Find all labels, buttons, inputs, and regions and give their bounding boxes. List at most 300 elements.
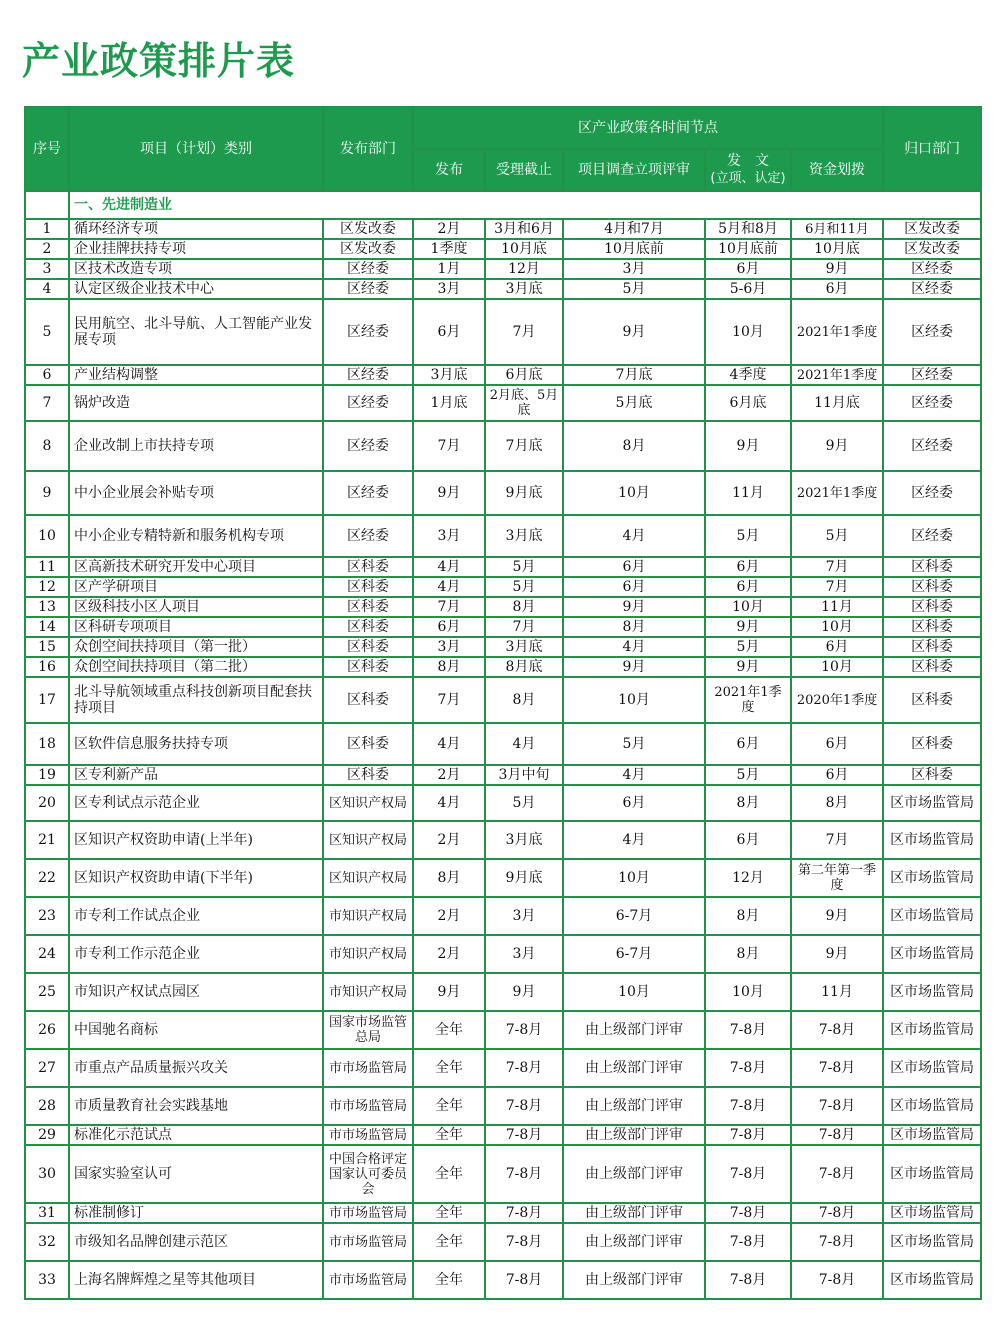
table-row <box>25 657 981 677</box>
release-cell: 1月 <box>413 259 485 279</box>
funding-cell: 2021年1季度 <box>791 365 883 385</box>
funding-cell: 9月 <box>791 897 883 935</box>
doc-cell: 10月 <box>705 973 791 1011</box>
funding-cell: 7-8月 <box>791 1145 883 1203</box>
seq-cell: 12 <box>25 577 69 597</box>
funding-cell: 6月 <box>791 765 883 785</box>
dept-cell: 区经委 <box>323 299 413 365</box>
owner-cell: 区市场监管局 <box>883 1223 981 1261</box>
deadline-cell: 7-8月 <box>485 1223 563 1261</box>
seq-cell: 28 <box>25 1087 69 1125</box>
seq-cell: 1 <box>25 219 69 239</box>
dept-cell: 区科委 <box>323 637 413 657</box>
table-row <box>25 557 981 577</box>
dept-cell: 区科委 <box>323 597 413 617</box>
doc-cell: 5-6月 <box>705 279 791 299</box>
deadline-cell: 9月 <box>485 973 563 1011</box>
dept-cell: 区科委 <box>323 657 413 677</box>
review-cell: 4月 <box>563 515 705 557</box>
funding-cell: 7-8月 <box>791 1011 883 1049</box>
release-cell: 9月 <box>413 471 485 515</box>
review-cell: 5月 <box>563 279 705 299</box>
funding-cell: 10月 <box>791 657 883 677</box>
dept-cell: 市市场监管局 <box>323 1203 413 1223</box>
seq-cell: 22 <box>25 859 69 897</box>
release-cell: 全年 <box>413 1011 485 1049</box>
doc-cell: 6月 <box>705 577 791 597</box>
deadline-cell: 5月 <box>485 557 563 577</box>
review-cell: 9月 <box>563 657 705 677</box>
release-cell: 全年 <box>413 1049 485 1087</box>
table-row <box>25 859 981 897</box>
funding-cell: 2021年1季度 <box>791 299 883 365</box>
header-doc-line2: (立项、认定) <box>710 171 786 186</box>
owner-cell: 区市场监管局 <box>883 1087 981 1125</box>
deadline-cell: 6月底 <box>485 365 563 385</box>
release-cell: 2月 <box>413 821 485 859</box>
deadline-cell: 7-8月 <box>485 1203 563 1223</box>
release-cell: 3月底 <box>413 365 485 385</box>
dept-cell: 市市场监管局 <box>323 1125 413 1145</box>
owner-cell: 区科委 <box>883 723 981 765</box>
release-cell: 2月 <box>413 219 485 239</box>
deadline-cell: 3月 <box>485 897 563 935</box>
owner-cell: 区市场监管局 <box>883 973 981 1011</box>
owner-cell: 区科委 <box>883 677 981 723</box>
funding-cell: 第二年第一季度 <box>791 859 883 897</box>
table-row <box>25 1087 981 1125</box>
owner-cell: 区市场监管局 <box>883 1125 981 1145</box>
funding-cell: 7-8月 <box>791 1049 883 1087</box>
deadline-cell: 3月底 <box>485 515 563 557</box>
seq-cell: 15 <box>25 637 69 657</box>
deadline-cell: 7-8月 <box>485 1087 563 1125</box>
funding-cell: 6月和11月 <box>791 219 883 239</box>
funding-cell: 2020年1季度 <box>791 677 883 723</box>
deadline-cell: 7-8月 <box>485 1011 563 1049</box>
seq-cell: 23 <box>25 897 69 935</box>
review-cell: 6月 <box>563 577 705 597</box>
header-owner: 归口部门 <box>883 107 981 191</box>
doc-cell: 9月 <box>705 617 791 637</box>
doc-cell: 7-8月 <box>705 1223 791 1261</box>
deadline-cell: 3月 <box>485 935 563 973</box>
project-cell: 区专利试点示范企业 <box>69 785 323 821</box>
release-cell: 4月 <box>413 785 485 821</box>
funding-cell: 7月 <box>791 557 883 577</box>
table-row <box>25 471 981 515</box>
funding-cell: 6月 <box>791 637 883 657</box>
seq-cell: 4 <box>25 279 69 299</box>
deadline-cell: 3月中旬 <box>485 765 563 785</box>
dept-cell: 市市场监管局 <box>323 1261 413 1299</box>
owner-cell: 区经委 <box>883 279 981 299</box>
dept-cell: 市市场监管局 <box>323 1087 413 1125</box>
table-row <box>25 1203 981 1223</box>
deadline-cell: 5月 <box>485 785 563 821</box>
project-cell: 区知识产权资助申请(上半年) <box>69 821 323 859</box>
table-row <box>25 577 981 597</box>
deadline-cell: 2月底、5月底 <box>485 385 563 421</box>
table-row <box>25 1011 981 1049</box>
doc-cell: 6月 <box>705 821 791 859</box>
project-cell: 中小企业展会补贴专项 <box>69 471 323 515</box>
release-cell: 全年 <box>413 1203 485 1223</box>
project-cell: 标准制修订 <box>69 1203 323 1223</box>
seq-cell: 20 <box>25 785 69 821</box>
review-cell: 由上级部门评审 <box>563 1223 705 1261</box>
owner-cell: 区科委 <box>883 577 981 597</box>
dept-cell: 区知识产权局 <box>323 859 413 897</box>
doc-cell: 10月 <box>705 299 791 365</box>
review-cell: 7月底 <box>563 365 705 385</box>
release-cell: 全年 <box>413 1087 485 1125</box>
owner-cell: 区经委 <box>883 365 981 385</box>
review-cell: 10月 <box>563 859 705 897</box>
review-cell: 8月 <box>563 421 705 471</box>
release-cell: 8月 <box>413 657 485 677</box>
project-cell: 众创空间扶持项目（第一批） <box>69 637 323 657</box>
doc-cell: 4季度 <box>705 365 791 385</box>
funding-cell: 10月底 <box>791 239 883 259</box>
deadline-cell: 3月底 <box>485 637 563 657</box>
release-cell: 全年 <box>413 1145 485 1203</box>
table-row <box>25 1125 981 1145</box>
table-row <box>25 219 981 239</box>
seq-cell: 7 <box>25 385 69 421</box>
doc-cell: 7-8月 <box>705 1261 791 1299</box>
release-cell: 7月 <box>413 421 485 471</box>
dept-cell: 区经委 <box>323 279 413 299</box>
header-funding: 资金划拨 <box>791 149 883 191</box>
section-blank-cell <box>25 191 69 219</box>
seq-cell: 31 <box>25 1203 69 1223</box>
deadline-cell: 7-8月 <box>485 1125 563 1145</box>
seq-cell: 33 <box>25 1261 69 1299</box>
release-cell: 3月 <box>413 637 485 657</box>
project-cell: 企业改制上市扶持专项 <box>69 421 323 471</box>
table-row <box>25 617 981 637</box>
seq-cell: 21 <box>25 821 69 859</box>
dept-cell: 区经委 <box>323 515 413 557</box>
funding-cell: 7-8月 <box>791 1261 883 1299</box>
header-review: 项目调查立项评审 <box>563 149 705 191</box>
project-cell: 循环经济专项 <box>69 219 323 239</box>
page-title: 产业政策排片表 <box>22 39 296 83</box>
dept-cell: 区科委 <box>323 617 413 637</box>
table-row <box>25 385 981 421</box>
header-release: 发布 <box>413 149 485 191</box>
table-row <box>25 299 981 365</box>
owner-cell: 区市场监管局 <box>883 821 981 859</box>
release-cell: 6月 <box>413 617 485 637</box>
dept-cell: 区科委 <box>323 677 413 723</box>
funding-cell: 11月 <box>791 597 883 617</box>
section-title: 一、先进制造业 <box>69 191 981 219</box>
table-row <box>25 597 981 617</box>
release-cell: 2月 <box>413 765 485 785</box>
review-cell: 由上级部门评审 <box>563 1049 705 1087</box>
owner-cell: 区市场监管局 <box>883 1145 981 1203</box>
review-cell: 由上级部门评审 <box>563 1125 705 1145</box>
doc-cell: 7-8月 <box>705 1011 791 1049</box>
dept-cell: 区经委 <box>323 365 413 385</box>
owner-cell: 区经委 <box>883 259 981 279</box>
owner-cell: 区市场监管局 <box>883 1203 981 1223</box>
seq-cell: 8 <box>25 421 69 471</box>
doc-cell: 2021年1季度 <box>705 677 791 723</box>
release-cell: 9月 <box>413 973 485 1011</box>
project-cell: 区产学研项目 <box>69 577 323 597</box>
owner-cell: 区发改委 <box>883 239 981 259</box>
review-cell: 9月 <box>563 597 705 617</box>
dept-cell: 中国合格评定国家认可委员会 <box>323 1145 413 1203</box>
doc-cell: 5月 <box>705 765 791 785</box>
doc-cell: 9月 <box>705 421 791 471</box>
doc-cell: 10月 <box>705 597 791 617</box>
seq-cell: 27 <box>25 1049 69 1087</box>
header-seq: 序号 <box>25 107 69 191</box>
funding-cell: 2021年1季度 <box>791 471 883 515</box>
release-cell: 1月底 <box>413 385 485 421</box>
header-timeline: 区产业政策各时间节点 <box>413 107 883 149</box>
project-cell: 中国驰名商标 <box>69 1011 323 1049</box>
seq-cell: 5 <box>25 299 69 365</box>
doc-cell: 5月和8月 <box>705 219 791 239</box>
doc-cell: 5月 <box>705 515 791 557</box>
release-cell: 2月 <box>413 935 485 973</box>
seq-cell: 2 <box>25 239 69 259</box>
review-cell: 4月和7月 <box>563 219 705 239</box>
dept-cell: 区知识产权局 <box>323 821 413 859</box>
funding-cell: 11月 <box>791 973 883 1011</box>
table-row <box>25 637 981 657</box>
review-cell: 4月 <box>563 765 705 785</box>
seq-cell: 9 <box>25 471 69 515</box>
deadline-cell: 8月 <box>485 677 563 723</box>
funding-cell: 6月 <box>791 723 883 765</box>
deadline-cell: 5月 <box>485 577 563 597</box>
project-cell: 锅炉改造 <box>69 385 323 421</box>
review-cell: 10月 <box>563 677 705 723</box>
table-row <box>25 1049 981 1087</box>
owner-cell: 区市场监管局 <box>883 1011 981 1049</box>
release-cell: 4月 <box>413 723 485 765</box>
project-cell: 上海名牌辉煌之星等其他项目 <box>69 1261 323 1299</box>
release-cell: 1季度 <box>413 239 485 259</box>
header-dept: 发布部门 <box>323 107 413 191</box>
dept-cell: 市市场监管局 <box>323 1049 413 1087</box>
table-row <box>25 897 981 935</box>
table-row <box>25 1261 981 1299</box>
project-cell: 区级科技小区人项目 <box>69 597 323 617</box>
release-cell: 4月 <box>413 557 485 577</box>
seq-cell: 14 <box>25 617 69 637</box>
seq-cell: 13 <box>25 597 69 617</box>
table-row <box>25 1145 981 1203</box>
dept-cell: 区科委 <box>323 557 413 577</box>
release-cell: 3月 <box>413 515 485 557</box>
dept-cell: 区经委 <box>323 259 413 279</box>
owner-cell: 区科委 <box>883 657 981 677</box>
funding-cell: 6月 <box>791 279 883 299</box>
table-row <box>25 421 981 471</box>
release-cell: 全年 <box>413 1261 485 1299</box>
owner-cell: 区经委 <box>883 299 981 365</box>
review-cell: 4月 <box>563 637 705 657</box>
dept-cell: 区科委 <box>323 577 413 597</box>
project-cell: 区软件信息服务扶持专项 <box>69 723 323 765</box>
project-cell: 民用航空、北斗导航、人工智能产业发展专项 <box>69 299 323 365</box>
project-cell: 中小企业专精特新和服务机构专项 <box>69 515 323 557</box>
seq-cell: 26 <box>25 1011 69 1049</box>
doc-cell: 6月 <box>705 259 791 279</box>
release-cell: 全年 <box>413 1125 485 1145</box>
funding-cell: 7月 <box>791 821 883 859</box>
table-row <box>25 677 981 723</box>
table-row <box>25 821 981 859</box>
seq-cell: 16 <box>25 657 69 677</box>
doc-cell: 7-8月 <box>705 1125 791 1145</box>
funding-cell: 7-8月 <box>791 1203 883 1223</box>
project-cell: 区专利新产品 <box>69 765 323 785</box>
review-cell: 6-7月 <box>563 897 705 935</box>
review-cell: 由上级部门评审 <box>563 1261 705 1299</box>
release-cell: 7月 <box>413 677 485 723</box>
review-cell: 5月底 <box>563 385 705 421</box>
project-cell: 国家实验室认可 <box>69 1145 323 1203</box>
owner-cell: 区发改委 <box>883 219 981 239</box>
owner-cell: 区经委 <box>883 515 981 557</box>
deadline-cell: 8月底 <box>485 657 563 677</box>
seq-cell: 3 <box>25 259 69 279</box>
doc-cell: 8月 <box>705 897 791 935</box>
funding-cell: 7-8月 <box>791 1087 883 1125</box>
dept-cell: 市知识产权局 <box>323 897 413 935</box>
seq-cell: 17 <box>25 677 69 723</box>
release-cell: 3月 <box>413 279 485 299</box>
deadline-cell: 10月底 <box>485 239 563 259</box>
header-doc <box>705 149 791 191</box>
header-project: 项目（计划）类别 <box>69 107 323 191</box>
table-row <box>25 785 981 821</box>
table-row <box>25 973 981 1011</box>
deadline-cell: 9月底 <box>485 471 563 515</box>
project-cell: 认定区级企业技术中心 <box>69 279 323 299</box>
review-cell: 4月 <box>563 821 705 859</box>
project-cell: 产业结构调整 <box>69 365 323 385</box>
deadline-cell: 7月底 <box>485 421 563 471</box>
owner-cell: 区科委 <box>883 765 981 785</box>
owner-cell: 区市场监管局 <box>883 859 981 897</box>
owner-cell: 区经委 <box>883 385 981 421</box>
review-cell: 5月 <box>563 723 705 765</box>
doc-cell: 7-8月 <box>705 1087 791 1125</box>
review-cell: 10月 <box>563 471 705 515</box>
dept-cell: 区发改委 <box>323 239 413 259</box>
review-cell: 由上级部门评审 <box>563 1145 705 1203</box>
table-row <box>25 515 981 557</box>
doc-cell: 10月底前 <box>705 239 791 259</box>
section-row <box>25 191 981 219</box>
release-cell: 8月 <box>413 859 485 897</box>
deadline-cell: 3月和6月 <box>485 219 563 239</box>
funding-cell: 9月 <box>791 935 883 973</box>
deadline-cell: 3月底 <box>485 821 563 859</box>
project-cell: 北斗导航领域重点科技创新项目配套扶持项目 <box>69 677 323 723</box>
dept-cell: 市市场监管局 <box>323 1223 413 1261</box>
release-cell: 全年 <box>413 1223 485 1261</box>
seq-cell: 29 <box>25 1125 69 1145</box>
project-cell: 区知识产权资助申请(下半年) <box>69 859 323 897</box>
review-cell: 10月 <box>563 973 705 1011</box>
deadline-cell: 7-8月 <box>485 1145 563 1203</box>
dept-cell: 区科委 <box>323 723 413 765</box>
deadline-cell: 7-8月 <box>485 1049 563 1087</box>
project-cell: 区技术改造专项 <box>69 259 323 279</box>
dept-cell: 国家市场监管总局 <box>323 1011 413 1049</box>
table-row <box>25 723 981 765</box>
seq-cell: 24 <box>25 935 69 973</box>
funding-cell: 9月 <box>791 421 883 471</box>
owner-cell: 区经委 <box>883 421 981 471</box>
dept-cell: 区知识产权局 <box>323 785 413 821</box>
table-row <box>25 279 981 299</box>
owner-cell: 区市场监管局 <box>883 785 981 821</box>
dept-cell: 区经委 <box>323 471 413 515</box>
review-cell: 10月底前 <box>563 239 705 259</box>
release-cell: 6月 <box>413 299 485 365</box>
table-row <box>25 935 981 973</box>
doc-cell: 5月 <box>705 637 791 657</box>
owner-cell: 区市场监管局 <box>883 897 981 935</box>
owner-cell: 区市场监管局 <box>883 935 981 973</box>
review-cell: 9月 <box>563 299 705 365</box>
deadline-cell: 4月 <box>485 723 563 765</box>
table-body <box>25 191 981 1299</box>
seq-cell: 18 <box>25 723 69 765</box>
seq-cell: 10 <box>25 515 69 557</box>
deadline-cell: 8月 <box>485 597 563 617</box>
review-cell: 3月 <box>563 259 705 279</box>
seq-cell: 11 <box>25 557 69 577</box>
seq-cell: 30 <box>25 1145 69 1203</box>
header-doc-line1: 发 文 <box>727 153 769 169</box>
deadline-cell: 3月底 <box>485 279 563 299</box>
project-cell: 市级知名品牌创建示范区 <box>69 1223 323 1261</box>
review-cell: 6-7月 <box>563 935 705 973</box>
review-cell: 由上级部门评审 <box>563 1203 705 1223</box>
funding-cell: 7-8月 <box>791 1125 883 1145</box>
doc-cell: 8月 <box>705 935 791 973</box>
funding-cell: 11月底 <box>791 385 883 421</box>
funding-cell: 7月 <box>791 577 883 597</box>
dept-cell: 区经委 <box>323 385 413 421</box>
seq-cell: 32 <box>25 1223 69 1261</box>
project-cell: 市知识产权试点园区 <box>69 973 323 1011</box>
doc-cell: 6月底 <box>705 385 791 421</box>
deadline-cell: 7月 <box>485 617 563 637</box>
doc-cell: 9月 <box>705 657 791 677</box>
dept-cell: 区经委 <box>323 421 413 471</box>
project-cell: 众创空间扶持项目（第二批） <box>69 657 323 677</box>
project-cell: 标准化示范试点 <box>69 1125 323 1145</box>
deadline-cell: 7-8月 <box>485 1261 563 1299</box>
project-cell: 市专利工作示范企业 <box>69 935 323 973</box>
review-cell: 6月 <box>563 557 705 577</box>
doc-cell: 6月 <box>705 723 791 765</box>
deadline-cell: 12月 <box>485 259 563 279</box>
